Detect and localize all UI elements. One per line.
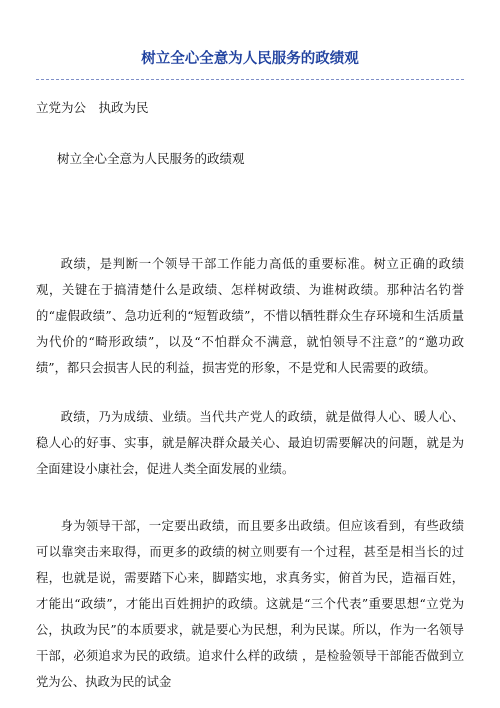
document-title: 树立全心全意为人民服务的政绩观	[141, 50, 359, 67]
body-paragraph-3: 身为领导干部，一定要出政绩，而且要多出政绩。但应该看到，有些政绩可以靠突击来取得，而更多的政绩的树立则要有一个过程，甚至是相当长的过程，也就是说，需要踏下心来，脚踏实地，求真务实，俯首为民，造福百姓，才能出“政绩”，才能出百姓拥护的政绩。这就是“三个代表”重要思想“立党为公，执政为民”的本质要求，就是要心为民想，利为民谋。所以，作为一名领导干部，必须追求为民的政绩。追求什么样的政绩 ，是检验领导干部能否做到立党为公、执政为民的试金	[36, 519, 464, 689]
section-heading: 树立全心全意为人民服务的政绩观	[57, 151, 245, 166]
title-divider	[36, 79, 464, 80]
body-paragraph-2: 政绩，乃为成绩、业绩。当代共产党人的政绩，就是做得人心、暖人心、稳人心的好事、实事，就是解决群众最关心、最迫切需要解决的问题，就是为全面建设小康社会，促进人类全面发展的业绩。	[36, 410, 464, 476]
document-subtitle: 立党为公 执政为民	[36, 100, 149, 115]
body-paragraph-1: 政绩，是判断一个领导干部工作能力高低的重要标准。树立正确的政绩观，关键在于搞清楚什么是政绩、怎样树政绩、为谁树政绩。那种沽名钓誉的“虚假政绩”、急功近利的“短暂政绩”，不惜以牺牲群众生存环境和生活质量为代价的“畸形政绩”，以及“不怕群众不满意，就怕领导不注意”的“邀功政绩”，都只会损害人民的利益，损害党的形象，不是党和人民需要的政绩。	[36, 257, 464, 375]
